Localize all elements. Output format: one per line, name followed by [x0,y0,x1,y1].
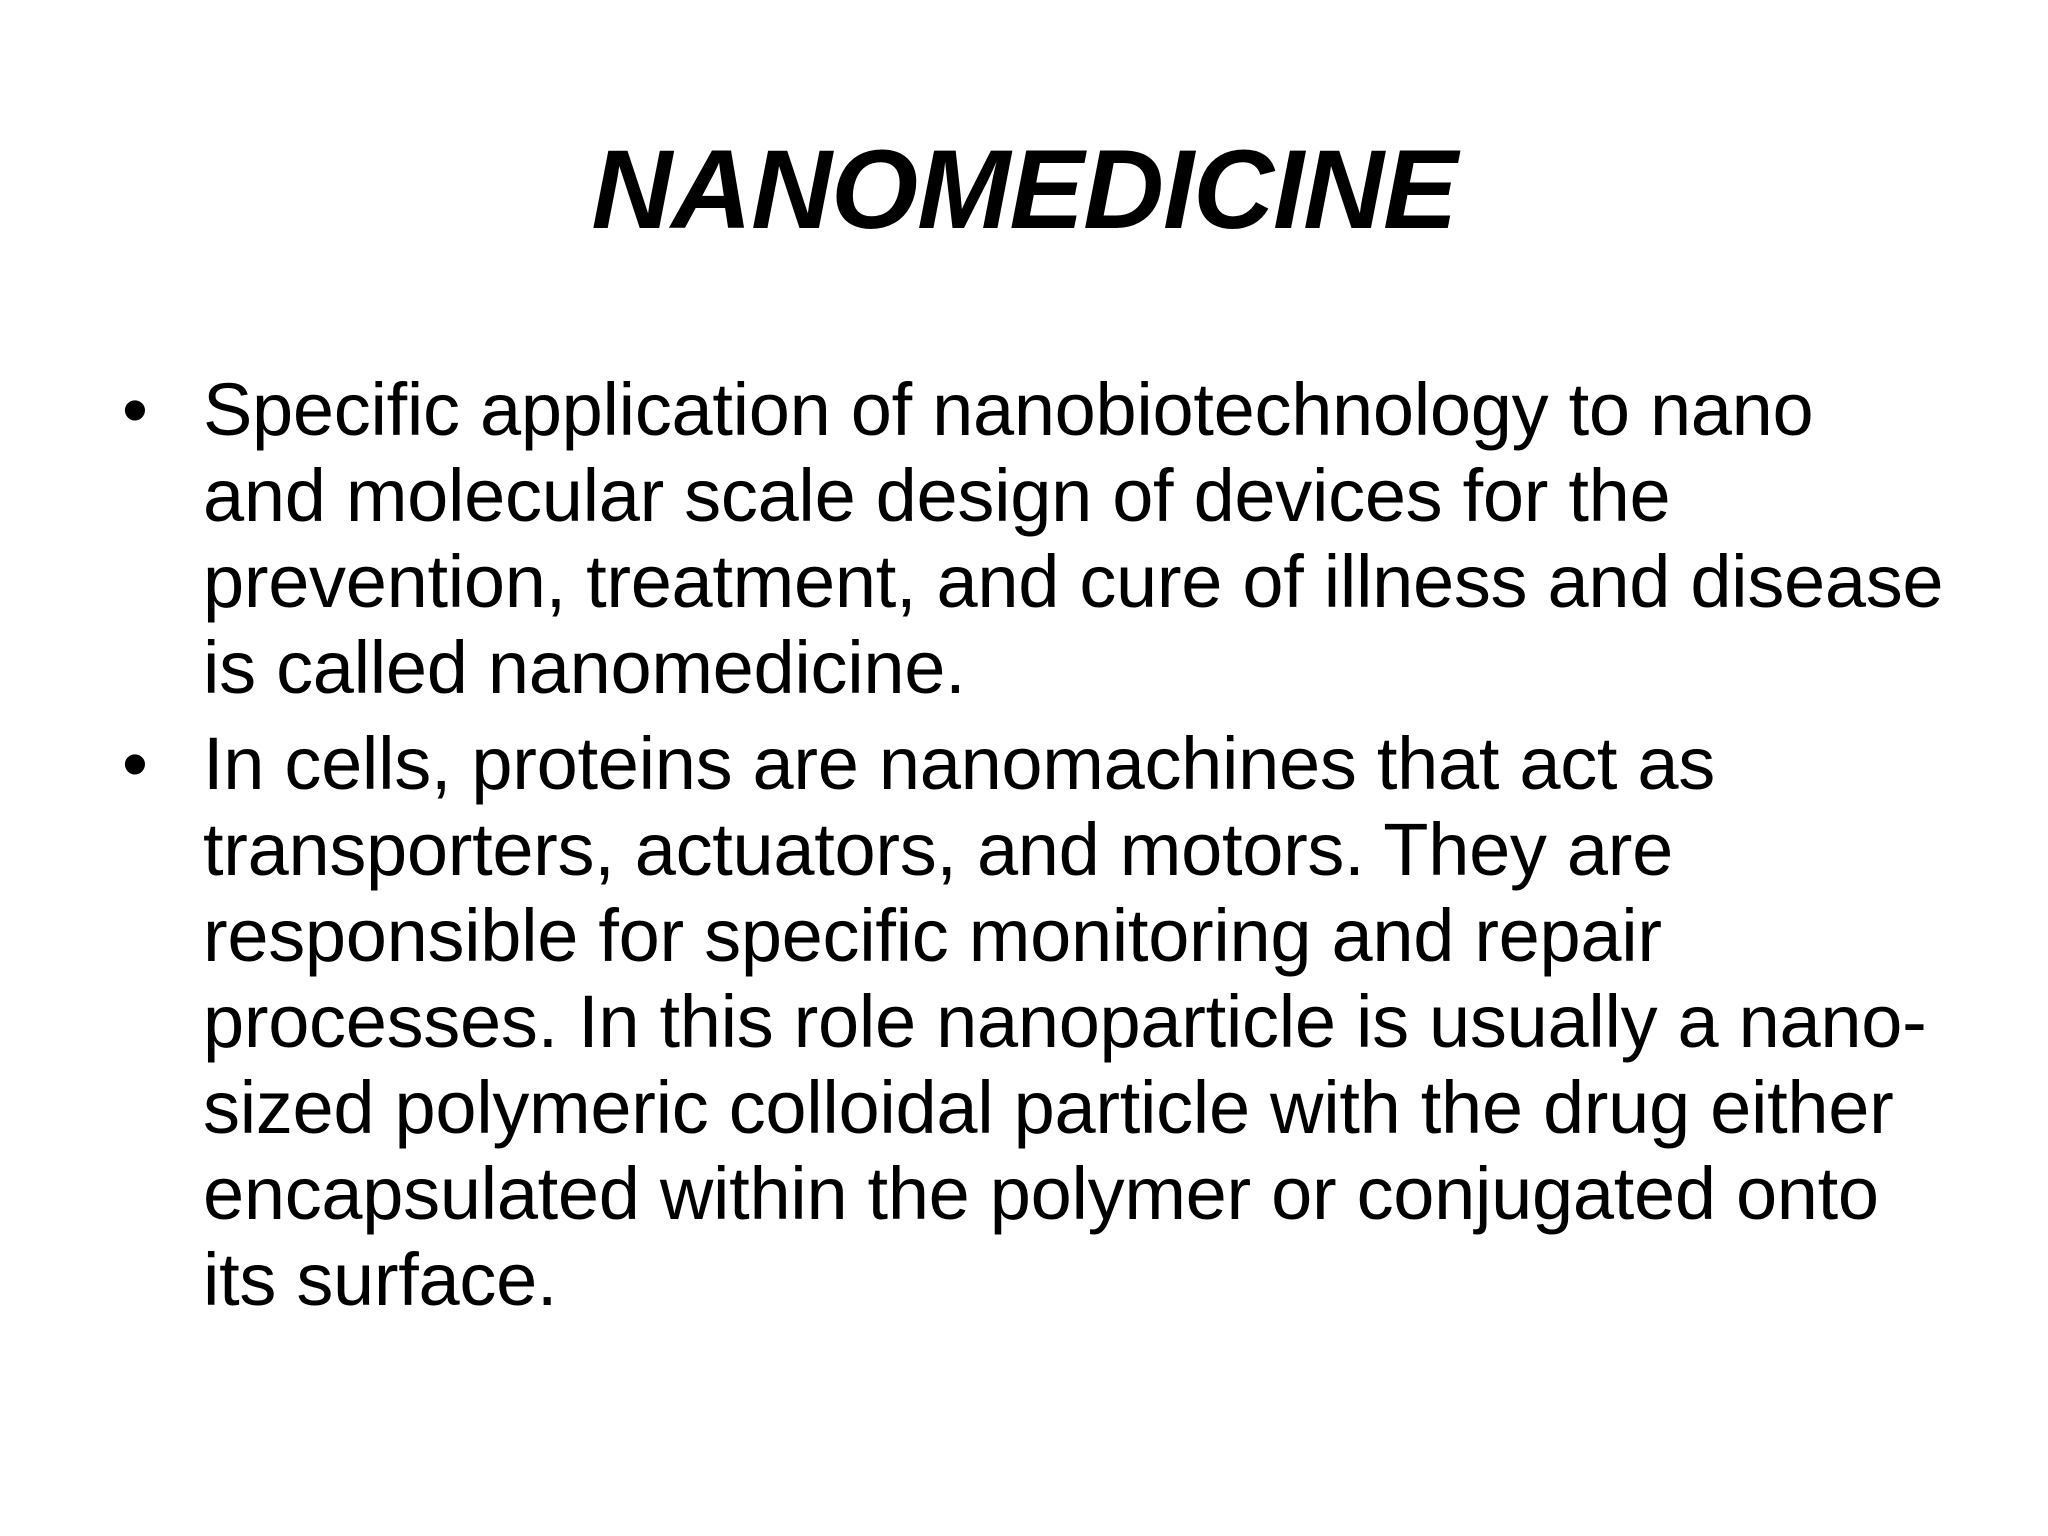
bullet-text: Specific application of nanobiotechnology to nano and molecular scale design of devices for the prevention, treatment, and cure of illness and disease is called nanomedicine. [203,368,1944,709]
bullet-text: In cells, proteins are nanomachines that act as transporters, actuators, and motors. They are responsible for specific monitoring and repair processes. In this role nanoparticle is usually a nano-sized polymeric colloidal particle with the drug either encapsulated within the polymer or conjugated onto its surface. [203,722,1927,1321]
bullet-list [118,367,1948,1333]
slide-title: NANOMEDICINE [591,127,1457,252]
bullet-marker: • [122,722,148,805]
bullet-marker: • [122,368,148,451]
bullet-item [118,721,1948,1323]
bullet-item [118,367,1948,711]
